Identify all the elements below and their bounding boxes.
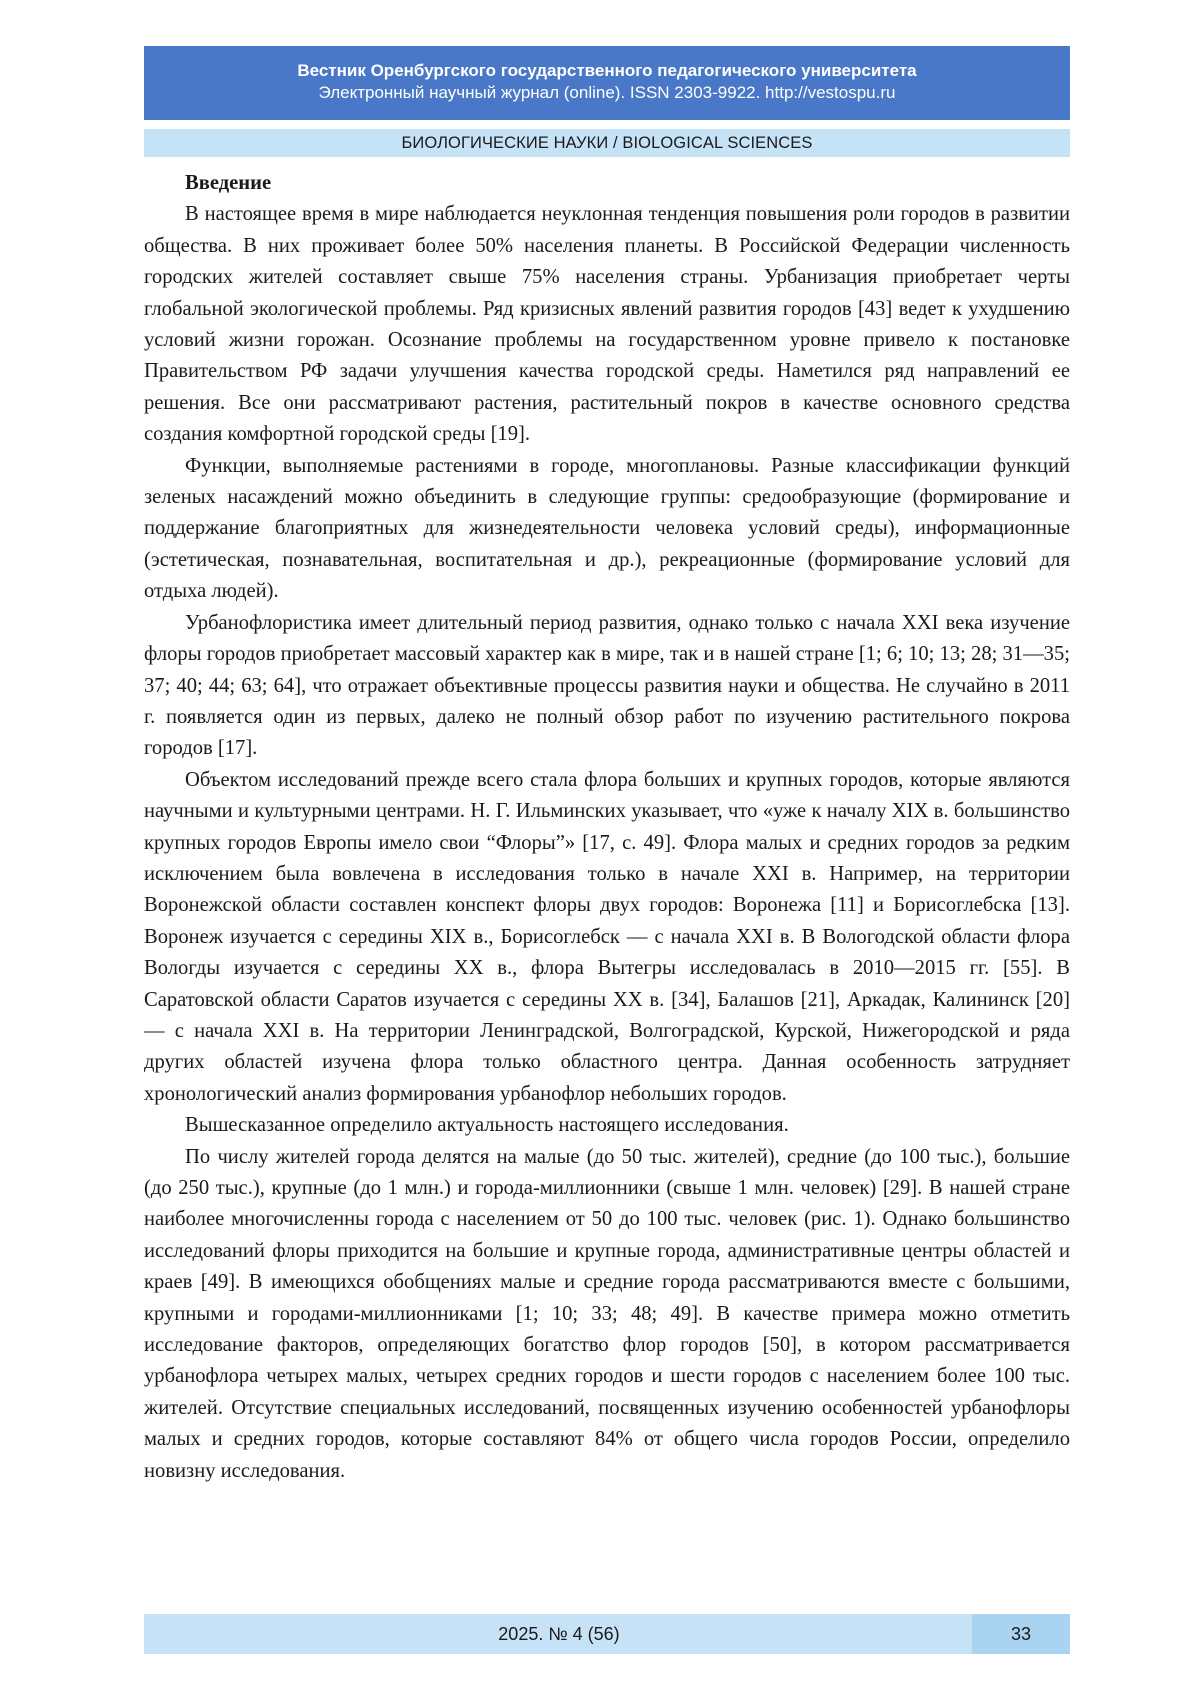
paragraph: Функции, выполняемые растениями в городе, многоплановы. Разные классификации функций зеленых насаждений можно объединить в следующие группы: средообразующие (формирование и поддержание благоприятных для жизнедеятельности человека условий среды), информационные (эстетическая, познавательная, воспитательная и др.), рекреационные (формирование условий для отдыха людей). (144, 454, 1070, 603)
section-heading: Введение (185, 172, 272, 194)
paragraph: Вышесказанное определило актуальность настоящего исследования. (185, 1114, 789, 1137)
section-label: БИОЛОГИЧЕСКИЕ НАУКИ / BIOLOGICAL SCIENCES (144, 129, 1070, 157)
journal-subtitle: Электронный научный журнал (online). ISSN 2303-9922. http://vestospu.ru (318, 83, 896, 102)
paragraph: По числу жителей города делятся на малые (до 50 тыс. жителей), средние (до 100 тыс.), большие (до 250 тыс.), крупные (до 1 млн.) и города-миллионники (свыше 1 млн. человек) [29]. В нашей стране наиболее многочисленны города с населением от 50 до 100 тыс. человек (рис. 1). Однако большинство исследований флоры приходится на большие и крупные города, административные центры областей и краев [49]. В имеющихся обобщениях малые и средние города рассматриваются вместе с большими, крупными и городами-миллионниками [1; 10; 33; 48; 49]. В качестве примера можно отметить исследование факторов, определяющих богатство флор городов [50], в котором рассматривается урбанофлора четырех малых, четырех средних городов и шести городов с населением более 100 тыс. жителей. Отсутствие специальных исследований, посвященных изучению особенностей урбанофлоры малых и средних городов, которые составляют 84% от общего числа городов России, определило новизну исследования. (144, 1145, 1070, 1482)
page-number: 33 (972, 1614, 1070, 1654)
paragraph: Объектом исследований прежде всего стала флора больших и крупных городов, которые являются научными и культурными центрами. Н. Г. Ильминских указывает, что «уже к началу XIX в. большинство крупных городов Европы имело свои “Флоры”» [17, с. 49]. Флора малых и средних городов за редким исключением была вовлечена в исследования только в начале XXI в. Например, на территории Воронежской области составлен конспект флоры двух городов: Воронежа [11] и Борисоглебска [13]. Воронеж изучается с середины XIX в., Борисоглебск — с начала XXI в. В Вологодской области флора Вологды изучается с середины XX в., флора Вытегры исследовалась в 2010—2015 гг. [55]. В Саратовской области Саратов изучается с середины XX в. [34], Балашов [21], Аркадак, Калининск [20] — с начала XXI в. На территории Ленинградской, Волгоградской, Курской, Нижегородской и ряда других областей изучена флора только областного центра. Данная особенность затрудняет хронологический анализ формирования урбанофлор небольших городов. (144, 768, 1070, 1105)
article-body (144, 168, 1070, 1487)
journal-header (144, 46, 1070, 120)
journal-title: Вестник Оренбургского государственного педагогического университета (297, 61, 917, 80)
issue-number: 2025. № 4 (56) (498, 1624, 620, 1644)
paragraph: В настоящее время в мире наблюдается неуклонная тенденция повышения роли городов в развитии общества. В них проживает более 50% населения планеты. В Российской Федерации численность городских жителей составляет свыше 75% населения страны. Урбанизация приобретает черты глобальной экологической проблемы. Ряд кризисных явлений развития городов [43] ведет к ухудшению условий жизни горожан. Осознание проблемы на государственном уровне привело к постановке Правительством РФ задачи улучшения качества городской среды. Наметился ряд направлений ее решения. Все они рассматривают растения, растительный покров в качестве основного средства создания комфортной городской среды [19]. (144, 203, 1070, 446)
paragraph: Урбанофлористика имеет длительный период развития, однако только с начала XXI века изучение флоры городов приобретает массовый характер как в мире, так и в нашей стране [1; 6; 10; 13; 28; 31—35; 37; 40; 44; 63; 64], что отражает объективные процессы развития науки и общества. Не случайно в 2011 г. появляется один из первых, далеко не полный обзор работ по изучению растительного покрова городов [17]. (144, 611, 1070, 760)
page-footer (144, 1614, 1070, 1654)
